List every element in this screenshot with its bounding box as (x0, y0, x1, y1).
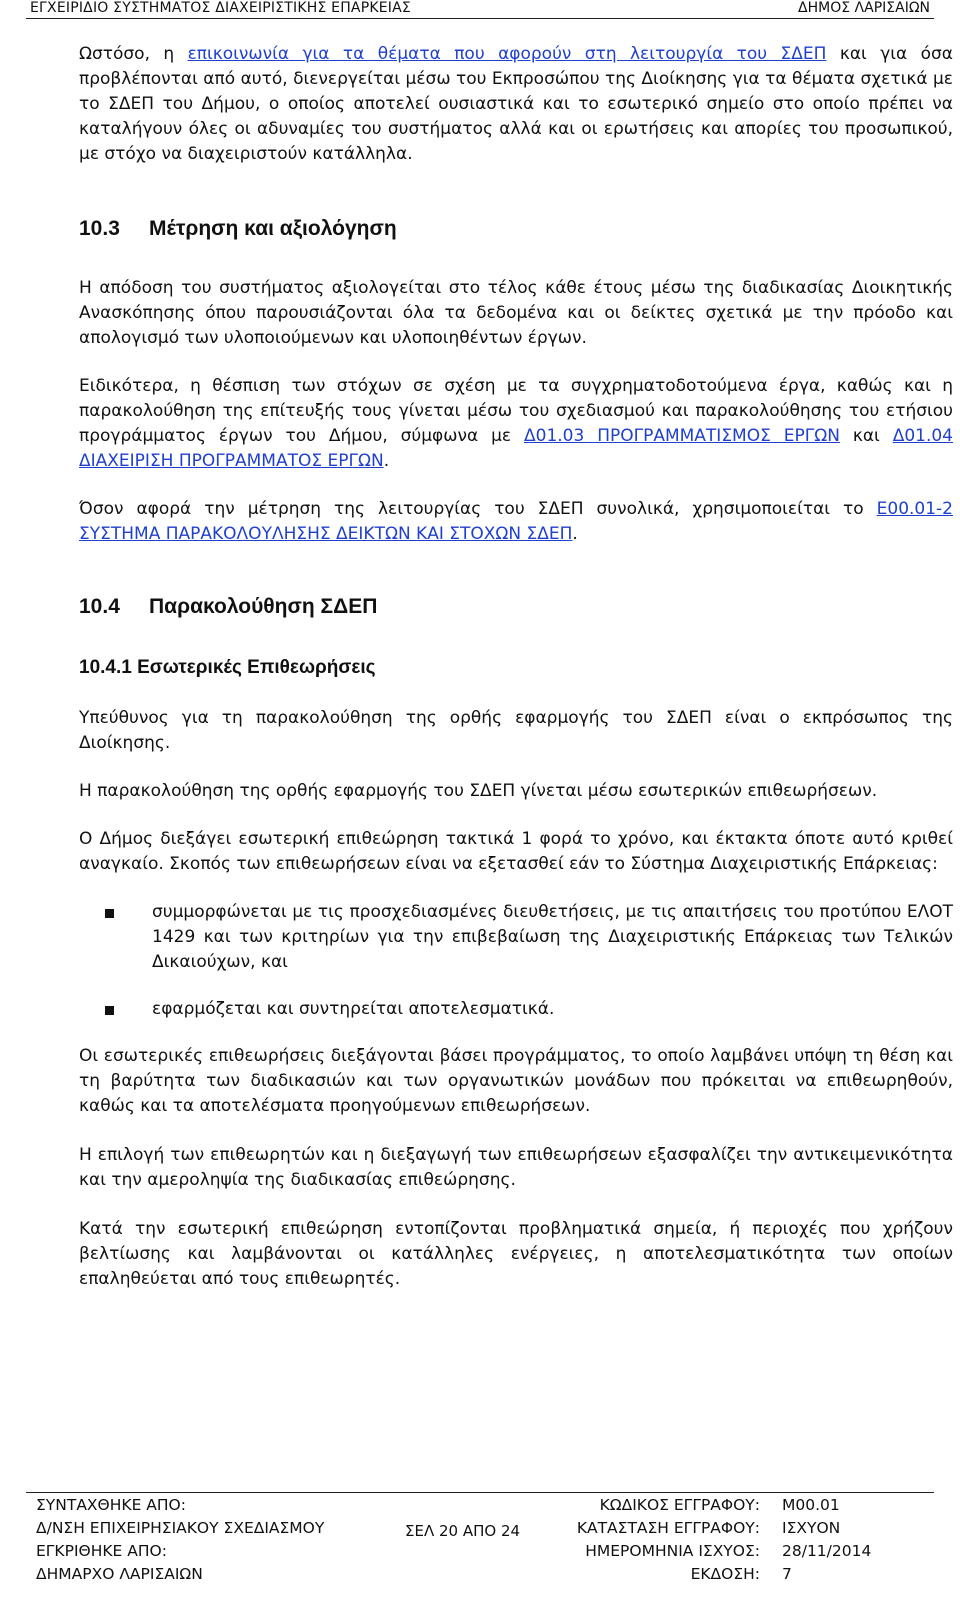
doc-status-label: ΚΑΤΑΣΤΑΣΗ ΕΓΓΡΑΦΟΥ: (576, 1519, 760, 1537)
doc-status-value: ΙΣΧΥΟΝ (782, 1519, 841, 1537)
s1041-paragraph-4: Οι εσωτερικές επιθεωρήσεις διεξάγονται βάσει προγράμματος, το οποίο λαμβάνει υπόψη τη θέση και τη βαρύτητα των διαδικασιών και των οργανωτικών μονάδων που πρόκειται να επιθεωρηθούν, καθώς και τα αποτελέσματα προηγούμενων επιθεωρήσεων. (79, 1046, 953, 1116)
approved-by-label: ΕΓΚΡΙΘΗΚΕ ΑΠΟ: (36, 1542, 167, 1560)
s1041-paragraph-5: Η επιλογή των επιθεωρητών και η διεξαγωγή των επιθεωρήσεων εξασφαλίζει την αντικειμενικότητα και την αμεροληψία της διαδικασίας επιθεώρησης. (79, 1145, 953, 1190)
section-10-4-heading (79, 594, 953, 620)
s1041-paragraph-3: Ο Δήμος διεξάγει εσωτερική επιθεώρηση τακτικά 1 φορά το χρόνο, και έκτακτα όποτε αυτό κριθεί αναγκαίο. Σκοπός των επιθεωρήσεων είναι να εξετασθεί εάν το Σύστημα Διαχειριστικής Επάρκειας: (79, 829, 953, 874)
footer-rule (26, 1492, 934, 1493)
footer-authoring (36, 1494, 324, 1586)
page-header (0, 0, 960, 20)
intro-text: Ωστόσο, η (79, 44, 188, 64)
s103-p3-text: Όσον αφορά την μέτρηση της λειτουργίας του ΣΔΕΠ συνολικά, χρησιμοποιείται το (79, 499, 877, 519)
s103-p3-period: . (572, 524, 578, 544)
s103-paragraph-1: Η απόδοση του συστήματος αξιολογείται στο τέλος κάθε έτους μέσω της διαδικασίας Διοικητικής Ανασκόπησης όπου παρουσιάζονται όλα τα δεδομένα και οι δείκτες σχετικά με την πρόοδο και απολογισμό των υλοποιούμενων και υλοποιηθέντων έργων. (79, 278, 953, 348)
edition-label: ΕΚΔΟΣΗ: (690, 1565, 760, 1583)
validity-date-value: 28/11/2014 (782, 1542, 872, 1560)
link-e00-01-2[interactable]: Ε00.01-2 ΣΥΣΤΗΜΑ ΠΑΡΑΚΟΛΟΥΛΗΣΗΣ ΔΕΙΚΤΩΝ ΚΑΙ ΣΤΟΧΩΝ ΣΔΕΠ (79, 499, 953, 544)
document-body (79, 42, 953, 1292)
link-d01-04[interactable]: Δ01.04 ΔΙΑΧΕΙΡΙΣΗ ΠΡΟΓΡΑΜΜΑΤΟΣ ΕΡΓΩΝ (79, 426, 953, 471)
s103-paragraph-2 (79, 374, 953, 474)
page-number: ΣΕΛ 20 ΑΠΟ 24 (405, 1522, 521, 1540)
s103-p2-period: . (383, 451, 390, 471)
doc-code-value: Μ00.01 (782, 1496, 840, 1514)
list-item (79, 900, 953, 975)
header-municipality: ΔΗΜΟΣ ΛΑΡΙΣΑΙΩΝ (798, 0, 930, 16)
section-title: Μέτρηση και αξιολόγηση (149, 217, 397, 240)
validity-date-label: ΗΜΕΡΟΜΗΝΙΑ ΙΣΧΥΟΣ: (585, 1542, 760, 1560)
section-number: 10.4 (79, 595, 120, 618)
list-item-text: εφαρμόζεται και συντηρείται αποτελεσματικά. (152, 999, 555, 1019)
s1041-paragraph-1: Υπεύθυνος για τη παρακολούθηση της ορθής εφαρμογής του ΣΔΕΠ είναι ο εκπρόσωπος της Διοίκησης. (79, 708, 953, 753)
section-10-4-1-heading: 10.4.1 Εσωτερικές Επιθεωρήσεις (79, 657, 376, 678)
header-manual-title: ΕΓΧΕΙΡΙΔΙΟ ΣΥΣΤΗΜΑΤΟΣ ΔΙΑΧΕΙΡΙΣΤΙΚΗΣ ΕΠΑΡΚΕΙΑΣ (30, 0, 411, 16)
section-title: Παρακολούθηση ΣΔΕΠ (149, 595, 378, 618)
square-bullet-icon (105, 1006, 114, 1015)
criteria-list (79, 900, 953, 1022)
intro-paragraph (79, 42, 953, 167)
intro-link[interactable]: επικοινωνία για τα θέματα που αφορούν στη λειτουργία του ΣΔΕΠ (187, 44, 827, 64)
approved-by-value: ΔΗΜΑΡΧΟ ΛΑΡΙΣΑΙΩΝ (36, 1565, 203, 1583)
header-rule (26, 18, 934, 19)
s1041-paragraph-6: Κατά την εσωτερική επιθεώρηση εντοπίζονται προβληματικά σημεία, ή περιοχές που χρήζουν βελτίωσης και λαμβάνονται οι κατάλληλες ενέργειες, η αποτελεσματικότητα των οποίων επαληθεύεται από τους επιθεωρητές. (79, 1219, 953, 1289)
section-number: 10.3 (79, 217, 120, 240)
square-bullet-icon (105, 909, 114, 918)
footer-doc-labels (575, 1494, 760, 1586)
link-d01-03[interactable]: Δ01.03 ΠΡΟΓΡΑΜΜΑΤΙΣΜΟΣ ΕΡΓΩΝ (524, 426, 840, 446)
list-item (79, 997, 953, 1022)
compiled-by-label: ΣΥΝΤΑΧΘΗΚΕ ΑΠΟ: (36, 1496, 186, 1514)
edition-value: 7 (782, 1565, 792, 1583)
intro-text-cont: και για όσα προβλέπονται από αυτό, διενεργείται μέσω του Εκπροσώπου της Διοίκησης για τα θέματα σχετικά με το ΣΔΕΠ του Δήμου, ο οποίος αποτελεί ουσιαστικά και το εσωτερικό σημείο στο οποίο πρέπει να καταλήγουν όλες οι αδυναμίες του συστήματος αλλά και οι ερωτήσεις και απορίες του προσωπικού, με στόχο να διαχειριστούν κατάλληλα. (79, 44, 954, 164)
s1041-paragraph-2: Η παρακολούθηση της ορθής εφαρμογής του ΣΔΕΠ γίνεται μέσω εσωτερικών επιθεωρήσεων. (79, 781, 878, 801)
list-item-text: συμμορφώνεται με τις προσχεδιασμένες διευθετήσεις, με τις απαιτήσεις του προτύπου ΕΛΟΤ 1429 και των κριτηρίων για την επιβεβαίωση της Διαχειριστικής Επάρκειας των Τελικών Δικαιούχων, και (152, 902, 953, 972)
footer-doc-values (782, 1494, 871, 1586)
s103-paragraph-3 (79, 497, 953, 547)
doc-code-label: ΚΩΔΙΚΟΣ ΕΓΓΡΑΦΟΥ: (599, 1496, 760, 1514)
s103-p2-text-and: και (839, 426, 893, 446)
page-footer (0, 1480, 960, 1606)
section-10-3-heading (79, 216, 953, 242)
s103-p2-text: Ειδικότερα, η θέσπιση των στόχων σε σχέση με τα συγχρηματοδοτούμενα έργα, καθώς και η παρακολούθηση της επίτευξής τους γίνεται μέσω του σχεδιασμού και παρακολούθησης του ετήσιου προγράμματος έργων του Δήμου, σύμφωνα με (79, 376, 953, 446)
compiled-by-value: Δ/ΝΣΗ ΕΠΙΧΕΙΡΗΣΙΑΚΟΥ ΣΧΕΔΙΑΣΜΟΥ (36, 1519, 325, 1537)
